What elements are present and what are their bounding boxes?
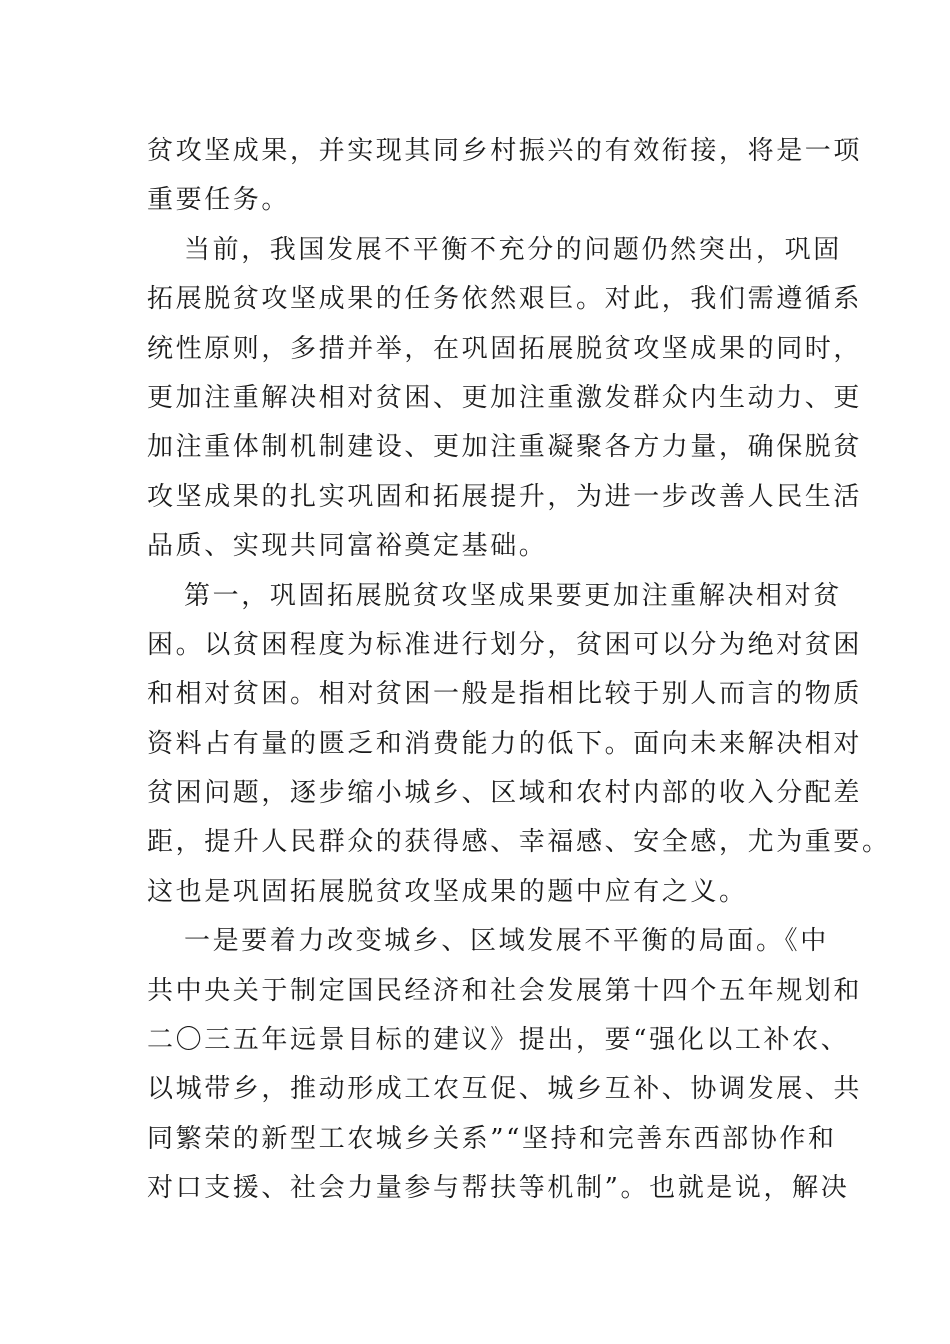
text-line: 资料占有量的匮乏和消费能力的低下。面向未来解决相对	[147, 728, 863, 759]
text-line: 对口支援、社会力量参与帮扶等机制”。也就是说，解决	[147, 1173, 850, 1204]
text-line: 和相对贫困。相对贫困一般是指相比较于别人而言的物质	[147, 679, 863, 710]
text-line: 距，提升人民群众的获得感、幸福感、安全感，尤为重要。	[147, 827, 891, 858]
text-line: 以城带乡，推动形成工农互促、城乡互补、协调发展、共	[147, 1074, 863, 1105]
text-line: 同繁荣的新型工农城乡关系”“坚持和完善东西部协作和	[147, 1123, 837, 1154]
text-line: 这也是巩固拓展脱贫攻坚成果的题中应有之义。	[147, 876, 748, 907]
text-line: 加注重体制机制建设、更加注重凝聚各方力量，确保脱贫	[147, 432, 863, 463]
text-line: 困。以贫困程度为标准进行划分，贫困可以分为绝对贫困	[147, 629, 863, 660]
text-line: 品质、实现共同富裕奠定基础。	[147, 531, 548, 562]
document-body	[147, 127, 891, 1214]
text-line: 攻坚成果的扎实巩固和拓展提升，为进一步改善人民生活	[147, 481, 863, 512]
text-line: 拓展脱贫攻坚成果的任务依然艰巨。对此，我们需遵循系	[147, 284, 863, 315]
text-line: 贫攻坚成果，并实现其同乡村振兴的有效衔接，将是一项	[147, 136, 863, 166]
text-line: 统性原则，多措并举，在巩固拓展脱贫攻坚成果的同时，	[147, 333, 863, 364]
text-line: 当前，我国发展不平衡不充分的问题仍然突出，巩固	[184, 234, 842, 265]
text-line: 更加注重解决相对贫困、更加注重激发群众内生动力、更	[147, 382, 863, 413]
text-line: 二〇三五年远景目标的建议》提出，要“强化以工补农、	[147, 1025, 850, 1056]
text-line: 第一，巩固拓展脱贫攻坚成果要更加注重解决相对贫	[184, 580, 842, 611]
text-line: 重要任务。	[147, 185, 291, 216]
text-line: 共中央关于制定国民经济和社会发展第十四个五年规划和	[147, 975, 863, 1006]
text-line: 一是要着力改变城乡、区域发展不平衡的局面。《中	[184, 926, 829, 957]
text-line: 贫困问题，逐步缩小城乡、区域和农村内部的收入分配差	[147, 778, 863, 809]
